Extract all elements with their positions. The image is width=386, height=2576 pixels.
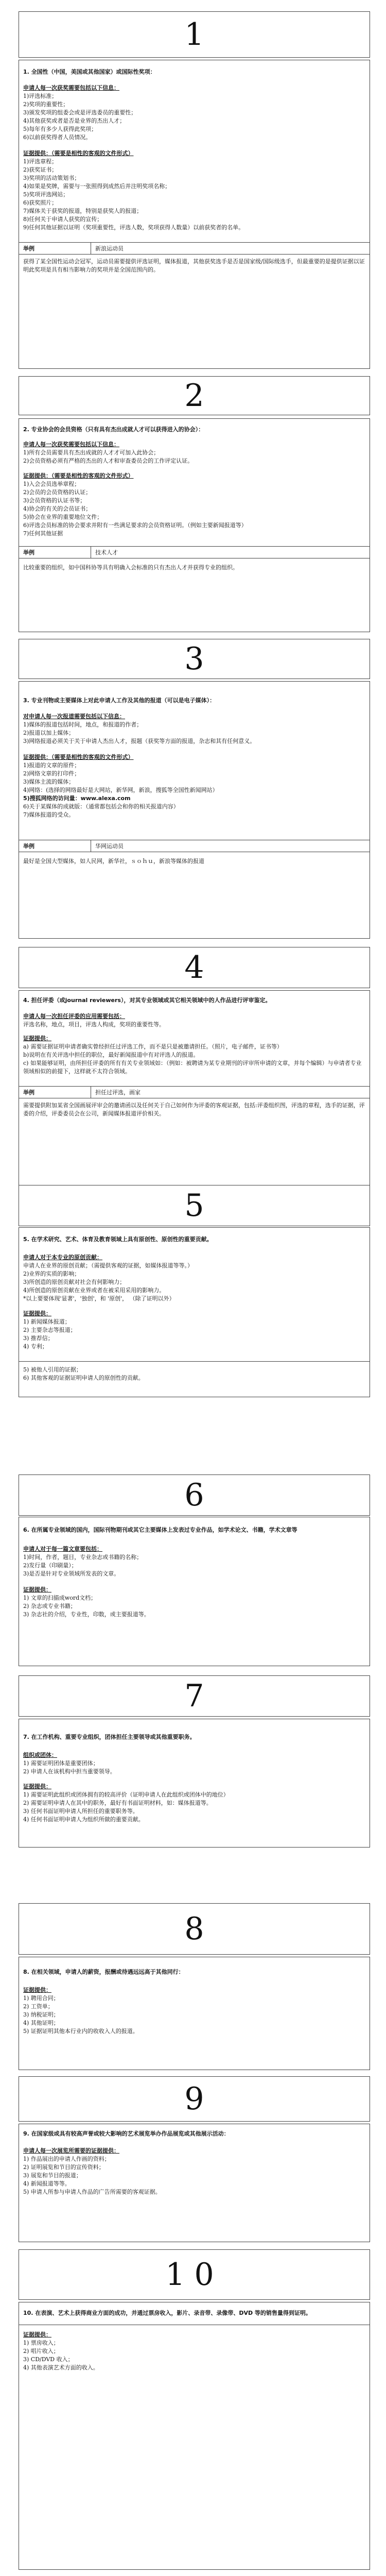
- list-item: 7)任何其他证据: [23, 530, 63, 537]
- list-item: 评选名称，地点，项目，评选人构成，奖项的重要性等。: [23, 1021, 165, 1028]
- list-item: 4) 其他证明；: [23, 2020, 59, 2026]
- criterion-card: [19, 418, 370, 632]
- criterion-card: [19, 1957, 370, 2070]
- list-item: 1) 需要证明此组织或团体拥有的较高评价（证明申请人在此组织或团体中的地位）: [23, 1791, 229, 1798]
- list-item: 3) 推荐信；: [23, 1335, 54, 1342]
- evidence-heading: 证据提供：（需要是相性的客观的文件形式）: [23, 472, 134, 479]
- evidence-heading: 证据提供：: [23, 2331, 51, 2338]
- list-item: 1) 需要证明团体是重要团体；: [23, 1760, 99, 1767]
- list-item: b)说明在有关评选中担任的职位，最好新闻报道中有对评选人的报道。: [23, 1052, 199, 1058]
- list-item: a) 需要证据证明申请者确实曾经担任过评选工作，而不是只是被邀请担任。（照片，电子邮件，证书等）: [23, 1043, 283, 1050]
- section-number: 2: [184, 378, 204, 414]
- section-number: 6: [184, 1477, 204, 1513]
- requirement-heading: 申请人每一次获奖需要包括以下信息：: [23, 84, 119, 91]
- list-item: 1) 文章的扫描成word文档；: [23, 1595, 97, 1601]
- section-number: 8: [184, 1911, 204, 1947]
- list-item: 3)媒体主流的媒体；: [23, 778, 75, 785]
- section-number-box: [19, 639, 370, 679]
- criterion-card: [19, 2124, 370, 2242]
- list-item: 1) 票房收入；: [23, 2340, 59, 2346]
- list-item: 4) 任何书面证明申请人为组织所做的重要贡献。: [23, 1816, 144, 1823]
- evidence-heading: 证据提供：: [23, 1035, 51, 1042]
- requirement-heading: 申请人每一次展览所需要的证据提供：: [23, 2147, 119, 2154]
- section-number-box: [19, 1675, 370, 1717]
- evidence-heading: 证据提供：: [23, 1783, 51, 1790]
- list-item: 2)会员资格必须有严格的杰出的人才和审查委员会的工作评定认证。: [23, 457, 194, 464]
- list-item: 2)发行量（印刷量）；: [23, 1562, 77, 1569]
- list-item: 6)关于某媒体的成就版：（通常都包括会和你的相关报道内容）: [23, 803, 179, 810]
- criterion-title: 7. 在工作机构、重要专业组织，团体担任主要领导或其他重要职务。: [23, 1734, 196, 1740]
- example-row: [19, 242, 370, 255]
- criterion-card: [19, 1517, 370, 1666]
- list-item: 6)评选会员标准的协会要求并附有一些满足要求的会员资格证明。（例如主要新闻报道等）: [23, 522, 247, 529]
- criterion-title: 6. 在所属专业领域的国内，国际刊物期刊或其它主要媒体上发表过专业作品，如学术论文、书籍，学术文章等: [23, 1527, 297, 1533]
- list-item: 4)其他获奖或者是否是业界的杰出人才；: [23, 117, 126, 124]
- requirement-heading: 申请人对于每一篇文章要包括：: [23, 1546, 102, 1552]
- example-row: [19, 546, 370, 558]
- list-item: 2) 杂志或专业书籍；: [23, 1603, 76, 1609]
- example-value: 担任过评选，画家: [95, 1089, 141, 1096]
- list-item: 3)颁发奖项的组委会或是评选委员的重要性；: [23, 109, 137, 116]
- list-item: 2)奖项的重要性；: [23, 101, 69, 108]
- section-number: 1: [184, 16, 204, 53]
- requirement-heading: 组织或团体：: [23, 1752, 57, 1758]
- list-item: 4) 其他表演艺术方面的收入。: [23, 2364, 99, 2371]
- list-item: 2) 工资单；: [23, 2003, 54, 2010]
- example-note: 比较重要的组织，如中国科协等具有明确入会标准的只有杰出人才并获得专业的组织。: [23, 564, 238, 571]
- list-item: 6)获奖照片；: [23, 199, 58, 206]
- list-item: 2)网络文章的打印件；: [23, 770, 80, 777]
- section-number-box: [19, 376, 370, 415]
- evidence-heading: 证据提供：（需要是相性的客观的文件形式）: [23, 150, 134, 157]
- list-item: 2)获奖证书；: [23, 166, 58, 173]
- list-item: 5)搜狐网络的访问量：www.alexa.com: [23, 795, 131, 802]
- list-item: 7)媒体报道的受众。: [23, 811, 75, 818]
- list-item: 1)所有会员需要具有杰出成就的人才才可加入此协会；: [23, 449, 160, 456]
- evidence-heading: 证据提供：（需要是相性的客观的文件形式）: [23, 754, 134, 760]
- list-item: 2) 唱片收入；: [23, 2348, 59, 2354]
- list-item: 5)协会在业界的重要地位文件；: [23, 514, 103, 520]
- evidence-list: [23, 158, 365, 232]
- section-number-box: [19, 947, 370, 988]
- section-number-box: [19, 1185, 370, 1226]
- list-item: 2) 需要证明申请人在其中的职务，最好有书面证明材料，如：媒体报道等。: [23, 1800, 212, 1806]
- list-item: 9)任何其他证据以证明（奖项重要性，评选人数，奖项获得人数量）以前获奖者的名单。: [23, 224, 244, 231]
- list-item: 1) 聘用合同；: [23, 1995, 59, 2002]
- requirement-heading: 申请人对于本专业的原创贡献：: [23, 1254, 102, 1261]
- list-item: 5) 申请人所参与申请人作品的广告所需要的客观证据。: [23, 2189, 161, 2195]
- list-item: 6) 其他客观的证据证明申请人的原创性的贡献。: [23, 1375, 144, 1381]
- list-item: c) 如果能够证明，由所担任评委的所有有关专业领域如：（例如：被聘请为某专业期刊的评审所申请的文章，并每个编辑）与申请者专业领域相似的前提下，这样就不太符合领域。: [23, 1060, 362, 1075]
- criterion-title: 9. 在国家级或具有较高声誉或较大影响的艺术展览举办作品展览或其他展示活动：: [23, 2130, 230, 2137]
- section-number-box: [19, 2249, 370, 2300]
- criterion-title: 8. 在相关领域，申请人的薪资，报酬或待遇远远高于其他同行：: [23, 1969, 184, 1975]
- example-note: 最好是全国大型媒体，如人民网，新华社，ｓｏｈｕ，新浪等媒体的报道: [23, 858, 204, 865]
- list-item: 5)每年有多少人获得此奖项；: [23, 126, 97, 132]
- example-label: 举例: [19, 547, 91, 558]
- list-item: 1) 新闻媒体报道；: [23, 1318, 71, 1325]
- list-item: 3)是否是针对专业领域所发表的文章。: [23, 1570, 120, 1577]
- list-item: 5)奖项评选网站；: [23, 191, 69, 198]
- example-label: 举例: [19, 243, 91, 254]
- list-item: 4) 新闻报道等等。: [23, 2180, 71, 2187]
- list-item: 4) 专利；: [23, 1343, 48, 1350]
- evidence-heading: 证据提供：: [23, 1987, 51, 1993]
- criterion-card: [19, 2302, 370, 2570]
- list-item: 2)业界的实质的影响；: [23, 1270, 80, 1277]
- evidence-heading: 证据提供：: [23, 1310, 51, 1317]
- list-item: 1)报道的文章的原件；: [23, 762, 80, 769]
- list-item: 5) 被他人引用的证据；: [23, 1366, 82, 1373]
- list-item: 4)网络：(选择的网络最好是大网站，新华网，新浪，搜狐等全国性新闻网站）: [23, 787, 218, 793]
- list-item: 6)以前获奖得者人员情况。: [23, 134, 92, 141]
- list-item: 1)评选章程；: [23, 158, 58, 165]
- example-value: 新浪运动员: [95, 245, 124, 252]
- list-item: 申请人在业界的原创贡献；（需提供客观的证据，如媒体报道等等。）: [23, 1262, 193, 1269]
- list-item: 1)评选标准；: [23, 93, 58, 99]
- criterion-card: [19, 1719, 370, 1848]
- list-item: 3) 杂志社的介绍，专业性，印数，或主要报道等。: [23, 1611, 150, 1618]
- criterion-title: 1. 全国性（中国，美国或其他国家）或国际性奖项：: [23, 69, 156, 75]
- list-item: 2) 申请人在该机构中担当重要领导。: [23, 1768, 116, 1775]
- criterion-title: 3. 专业刊物或主要媒体上对此申请人工作及其他的报道（可以是电子媒体）：: [23, 697, 216, 704]
- section-number: 9: [184, 2081, 204, 2117]
- example-note: 需要提供附加某省全国画展评审会的邀请函以及任何关于自己如何作为评委的客观证据，包括:评委组织图，评选的章程，选手的证据，评委的介绍，评委委员会在公司，新闻媒体报道评价相关。: [23, 1102, 365, 1117]
- section-number-box: [19, 2076, 370, 2122]
- section-number: 3: [184, 641, 204, 677]
- list-item: 4)如果是奖牌，需要与一张照得到成然后并注明奖项名称；: [23, 183, 171, 190]
- list-item: 3)网络报道必须关于关于申请人杰出人才，报题（获奖等方面的报道，杂志和其有任何意义。: [23, 738, 256, 744]
- list-item: 5) 证据证明其他本行业内的收收入人的报道。: [23, 2028, 138, 2035]
- section-number-box: [19, 11, 370, 58]
- list-item: 1)入会会员选举章程；: [23, 481, 80, 487]
- requirement-heading: 申请人每一次担任评委的应用需要包括：: [23, 1013, 125, 1020]
- requirement-heading: 对申请人每一次报道需要包括以下信息：: [23, 713, 125, 720]
- criterion-card: [19, 990, 370, 1186]
- list-item: 7)媒体关于获奖的报道，特别是获奖人的报道；: [23, 208, 143, 214]
- list-item: 3) 展览和节目的报道；: [23, 2172, 82, 2179]
- section-number-box: [19, 1475, 370, 1516]
- list-item: 3) 纳税证明；: [23, 2011, 59, 2018]
- list-item: 3) 任何书面证明申请人所担任的重要职务等。: [23, 1808, 138, 1815]
- example-label: 举例: [19, 840, 91, 852]
- section-number: 7: [184, 1678, 204, 1714]
- list-item: 3) CD/DVD 收入；: [23, 2356, 74, 2363]
- evidence-heading: 证据提供：: [23, 1586, 51, 1593]
- criterion-card: [19, 60, 370, 369]
- list-item: 1) 作品展出的申请人作画的资料；: [23, 2156, 110, 2162]
- list-item: 1)时间，作者，题目，专业杂志或书籍的名称；: [23, 1554, 143, 1561]
- criterion-title: 10. 在表演、艺术上获得商业方面的成功，并通过票房收入，影片、录音带、录像带、DVD 等的销售量得到证明。: [23, 2310, 311, 2316]
- list-item: 2) 主要杂志等报道；: [23, 1327, 76, 1333]
- example-label: 举例: [19, 1087, 91, 1098]
- list-item: 1)媒体的报道包括时间，地点，和报道的作者；: [23, 721, 143, 728]
- requirement-list: [23, 92, 365, 142]
- list-item: *以上要要体现'显著'，'独创'，和 '原创'， （除了证明以外）: [23, 1295, 175, 1302]
- example-value: 技术人才: [95, 549, 118, 556]
- criterion-card: [19, 681, 370, 939]
- criterion-title: 5. 在学术研究、艺术、体育及教育领域上具有原创性、原创性的重要贡献。: [23, 1236, 213, 1243]
- criterion-title: 4. 担任评委（或journal reviewers），对其专业领域或其它相关领域中的人作品进行评审鉴定。: [23, 997, 271, 1004]
- section-number: 4: [184, 950, 204, 986]
- list-item: 3)会员资格的认证书等；: [23, 497, 86, 504]
- criterion-title: 2. 专业协会的会员资格（只有具有杰出成就人才可以获得进入的协会）：: [23, 426, 204, 433]
- section-number-box: [19, 1903, 370, 1955]
- criterion-card: [19, 1227, 370, 1397]
- list-item: 3)所创造的原创贡献对社会有何影响力；: [23, 1279, 126, 1285]
- section-number: 5: [184, 1188, 204, 1224]
- example-note: 获得了某全国性运动会冠军，运动员需要提供评选证明，媒体报道，其他获奖选手是否是国家级/国际级选手，但最重要的是提供证据以证明此奖项是具有相当影响力的奖项并是全国范围内的。: [23, 258, 365, 273]
- list-item: 3)奖项的活动策划书；: [23, 175, 80, 181]
- list-item: 4)协会的有关的会员证书；: [23, 505, 92, 512]
- example-value: 华网运动员: [95, 843, 124, 850]
- list-item: 4)所创造的原创贡献在业界或者在被采用采用的影响力。: [23, 1287, 165, 1294]
- list-item: 2)会员的会员资格的认证；: [23, 489, 92, 496]
- requirement-heading: 申请人每一次获奖需要包括以下信息：: [23, 441, 119, 448]
- example-row: [19, 1086, 370, 1098]
- section-number: 10: [165, 2257, 223, 2293]
- list-item: 8)任何关于申请人获奖的宣传；: [23, 216, 103, 223]
- list-item: 2) 证明展览和节目的宣传资料；: [23, 2164, 104, 2171]
- example-row: [19, 840, 370, 852]
- list-item: 2)报道以加上媒体；: [23, 730, 75, 736]
